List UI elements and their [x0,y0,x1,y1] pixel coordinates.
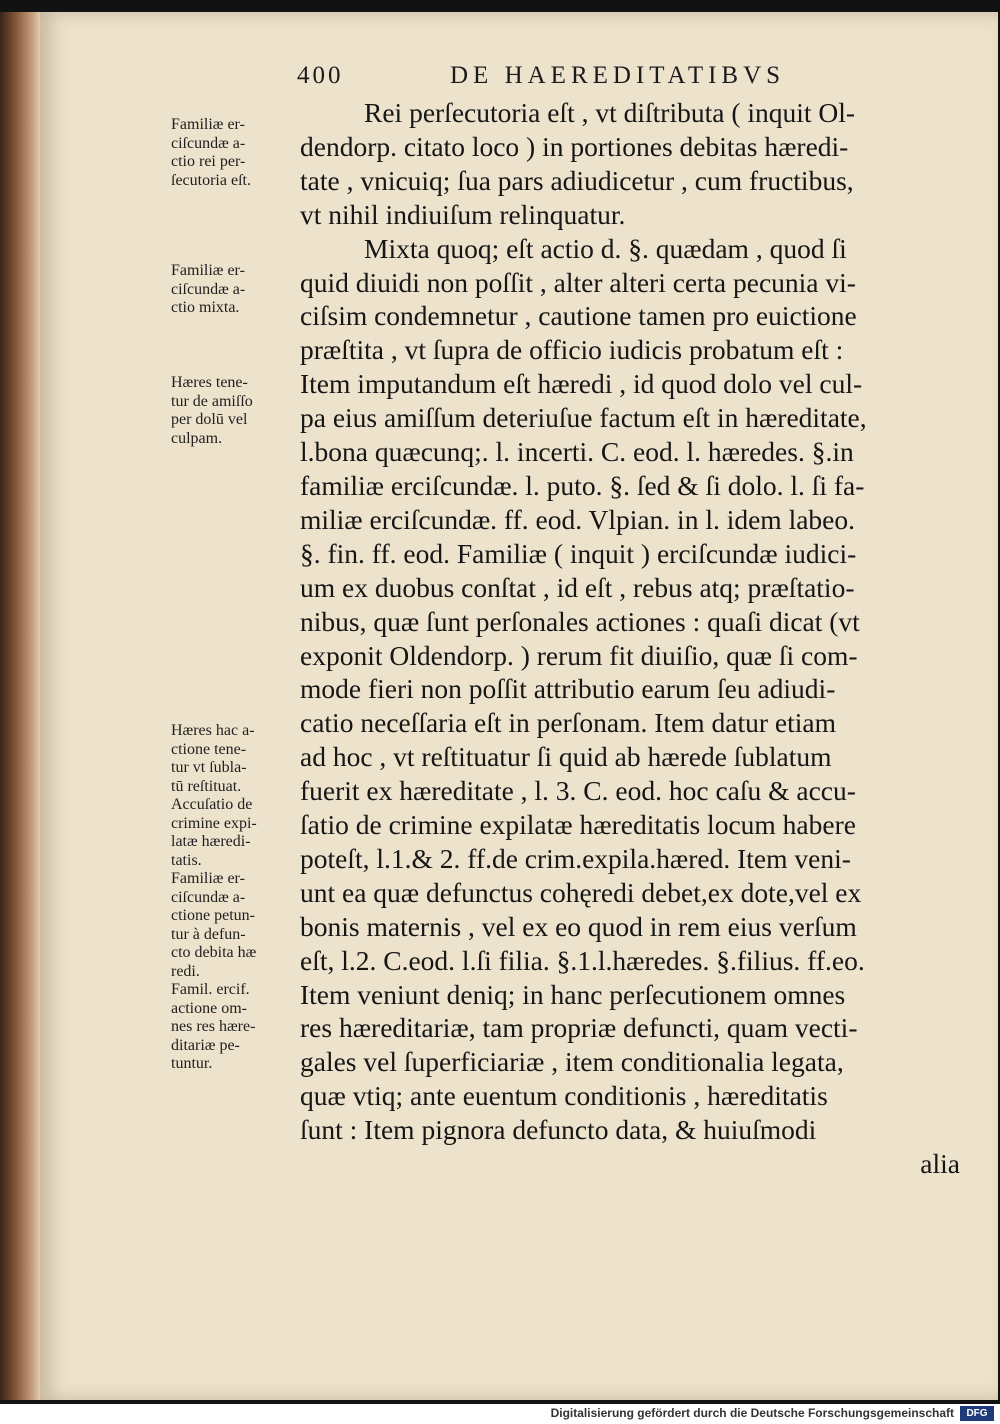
margin-note-line: ciſcundæ a- [171,888,246,906]
running-head: DE HAEREDITATIBVS [450,62,786,89]
margin-note-line: ctione tene- [171,740,247,758]
margin-note-line: culpam. [171,429,223,447]
margin-note-line: tur de amiſſo [171,392,253,410]
text-line: Item veniunt deniq; in hanc perſecutionem omnes [300,978,846,1010]
margin-note [171,262,293,318]
text-line: Item imputandum eſt hæredi , id quod dolo vel cul- [300,368,863,400]
margin-note-line: Famil. ercif. [171,981,250,998]
text-line: ſunt : Item pignora defuncto data, & huiuſmodi [300,1114,817,1146]
margin-note-line: latæ hæredi- [171,833,251,850]
margin-note-line: redi. [171,962,200,980]
text-line: dendorp. citato loco ) in portiones debitas hæredi- [300,130,849,162]
margin-note-line: ditariæ pe- [171,1036,240,1054]
text-line: tate , vnicuiq; ſua pars adiudicetur , cum fructibus, [300,164,854,196]
text-line: eſt, l.2. C.eod. l.ſi filia. §.1.l.hæredes. §.filius. ff.eo. [300,944,865,976]
page-number: 400 [297,62,344,89]
text-line: miliæ erciſcundæ. ff. eod. Vlpian. in l. idem labeo. [300,503,855,535]
digitization-footer [0,1404,1000,1424]
margin-note-line: Hæres tene- [171,374,248,391]
funding-credit: Digitalisierung gefördert durch die Deutsche Forschungsgemeinschaft [550,1406,954,1420]
margin-note-line: ſecutoria eſt. [171,171,251,189]
text-line: Mixta quoq; eſt actio d. §. quædam , quod ſi [364,232,847,264]
text-line: nibus, quæ ſunt perſonales actiones : quaſi dicat (vt [300,605,860,637]
margin-note-line: crimine expi- [171,814,257,832]
text-line: um ex duobus conſtat , id eſt , rebus atq; præſtatio- [300,571,855,603]
text-line: poteſt, l.1.& 2. ff.de crim.expila.hæred. Item veni- [300,842,851,874]
text-line: catio neceſſaria eſt in perſonam. Item datur etiam [300,707,837,739]
margin-note-line: tur à defun- [171,925,246,943]
book-binding-edge [0,12,40,1400]
text-line: Rei perſecutoria eſt , vt diſtributa ( inquit Ol- [364,97,856,128]
main-text-block [300,96,960,1181]
text-line: fuerit ex hæreditate , l. 3. C. eod. hoc caſu & accu- [300,775,856,807]
text-line: ſatio de crimine expilatæ hæreditatis locum habere [300,809,856,841]
text-line: exponit Oldendorp. ) rerum fit diuiſio, quæ ſi com- [300,639,858,671]
text-line: gales vel ſuperficiariæ , item conditionalia legata, [300,1046,844,1078]
text-line: bonis maternis , vel ex eo quod in rem eius verſum [300,910,857,942]
margin-note [171,374,293,448]
margin-note-line: cto debita hæ [171,944,257,961]
margin-note-line: Hæres hac a- [171,722,255,739]
text-line: ciſsim condemnetur , cautione tamen pro euictione [300,300,857,332]
margin-note-line: Familiæ er- [171,870,245,887]
margin-note-line: Accuſatio de [171,796,253,813]
margin-note-line: nes res hære- [171,1018,256,1035]
catchword: alia [920,1148,960,1180]
margin-note [171,722,293,1074]
text-line: præſtita , vt ſupra de officio iudicis probatum eſt : [300,334,844,366]
margin-note-line: tuntur. [171,1055,213,1072]
margin-note-line: Familiæ er- [171,262,245,279]
text-line: familiæ erciſcundæ. l. puto. §. ſed & ſi dolo. l. ſi fa- [300,469,865,501]
text-line: §. fin. ff. eod. Familiæ ( inquit ) erciſcundæ iudici- [300,537,857,569]
text-line: quæ vtiq; ante euentum conditionis , hæreditatis [300,1080,828,1112]
margin-note-line: actione om- [171,999,247,1017]
margin-note [171,116,293,190]
text-line: l.bona quæcunq;. l. incerti. C. eod. l. hæredes. §.in [300,436,854,468]
text-line: pa eius amiſſum deteriuſue factum eſt in hæreditate, [300,402,867,434]
margin-note-line: ciſcundæ a- [171,280,246,298]
margin-note-line: Familiæ er- [171,116,245,133]
text-line: ad hoc , vt reſtituatur ſi quid ab hærede ſublatum [300,741,832,773]
margin-note-line: ctione petun- [171,907,255,924]
text-line: vt nihil indiuiſum relinquatur. [300,198,626,230]
text-line: unt ea quæ defunctus cohęredi debet,ex dote,vel ex [300,876,862,908]
text-line: res hæreditariæ, tam propriæ defuncti, quam vecti- [300,1012,858,1044]
text-line: quid diuidi non poſſit , alter alteri certa pecunia vi- [300,266,856,298]
margin-note-line: tū reſtituat. [171,777,242,795]
margin-note-line: ctio mixta. [171,299,240,316]
text-line: mode fieri non poſſit attributio earum ſeu adiudi- [300,673,836,705]
margin-note-line: ciſcundæ a- [171,134,246,152]
margin-note-line: tur vt ſubla- [171,759,247,776]
dfg-logo: DFG [960,1406,994,1421]
margin-note-line: per dolū vel [171,411,248,428]
margin-note-line: tatis. [171,851,202,869]
margin-note-line: ctio rei per- [171,153,246,170]
